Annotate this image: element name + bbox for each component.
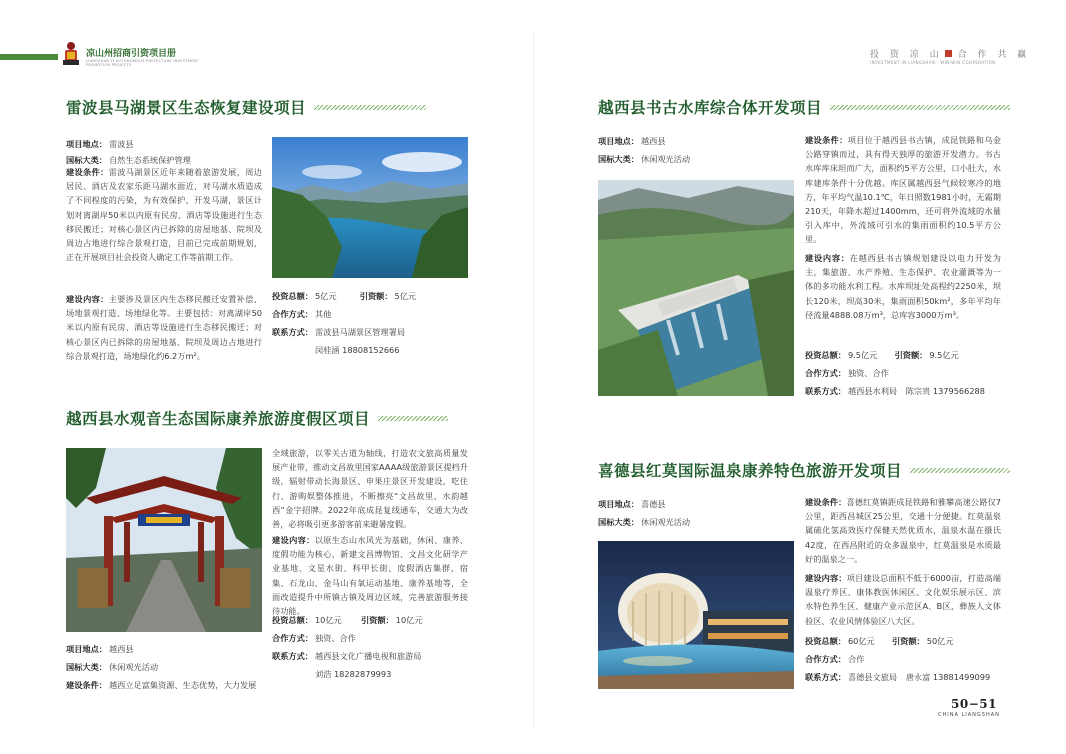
page-numbers: 50−51: [951, 697, 997, 711]
project-location: 项目地点： 雷波县: [66, 139, 134, 149]
project-conditions-start: 建设条件： 越西立足富集资源、生态优势，大力发展: [66, 680, 257, 690]
project-conditions-cont: 全域旅游，以零关古道为轴线，打造农文旅高质量发展产业带，推动文昌故里国家AAAA级旅游景区提档升级，辐射带动长海景区、申果庄景区开发建设，吃住行、游购娱整体推进，不断擦亮“文昌故里、水韵越西”金字招牌。2022年底成昆复线通车，交通大为改善，必将吸引更多游客前来避暑度假。: [272, 448, 468, 530]
red-square-icon: [945, 50, 952, 57]
yi-figure-logo-icon: [60, 40, 82, 66]
project-title: 越西县水观音生态国际康养旅游度假区项目: [66, 407, 448, 429]
brand-title: 凉山州招商引资项目册: [86, 49, 177, 59]
project-title: 越西县书古水库综合体开发项目: [598, 96, 1010, 118]
slogan-subtitle: INVESTMENT IN LIANGSHAN · WIN-WIN COOPERATION: [870, 60, 996, 65]
project-title: 喜德县红莫国际温泉康养特色旅游开发项目: [598, 459, 1010, 481]
project-mode: 合作方式： 其他: [272, 309, 332, 319]
slogan: [870, 47, 1030, 60]
project-mode: 合作方式： 独资、合作: [272, 633, 356, 643]
project-content: 建设内容：在越西县书古镇规划建设以电力开发为主，集旅游、水产养殖、生态保护、农业灌溉等为一体的多功能水利工程。水库坝址处高程约2250米，坝长120米，坝高30米，集雨面积50km²，多年平均年径流量4888.08万m³，总库容3000万m³。: [805, 253, 1001, 320]
project-investment: 投资总额： 5亿元 引资额： 5亿元: [272, 291, 417, 301]
project-contact: 联系方式： 雷波县马湖景区管理署局: [272, 327, 406, 337]
project-conditions: 建设条件：雷波马湖景区近年来随着旅游发展，周边居民、酒店及农家乐距马湖水面近，对马湖水质造成了不同程度的污染，为有效保护、开发马湖，景区计划对离湖岸50米以内原有民房、酒店等设施进行生态移民搬迁；对核心景区内已拆除的房屋地基、院坝及周边占地进行综合景观打造，目前已完成前期规划，正在开展项目社会投资人确定工作等前期工作。: [66, 167, 262, 263]
title-hatch-decoration: [910, 468, 1010, 473]
project-content: 建设内容：主要涉及景区内生态移民搬迁安置补偿、场地景观打造、场地绿化等。主要包括：对离湖岸50米以内原有民房、酒店等设施进行生态移民搬迁；对核心景区内已拆除的房屋地基、院坝及周边占地进行综合景观打造，场地绿化约6.2万m²。: [66, 294, 262, 361]
project-category: 国标大类： 休闲观光活动: [598, 517, 691, 527]
slogan-left: 投 资 凉 山: [870, 50, 943, 60]
project-investment: 投资总额： 60亿元 引资额： 50亿元: [805, 636, 954, 646]
title-hatch-decoration: [314, 105, 426, 110]
title-hatch-decoration: [830, 105, 1010, 110]
reservoir-dam-photo: [598, 180, 794, 396]
project-content: 建设内容：项目建设总面积不低于6000亩，打造高端温泉疗养区、康体教医休闲区、文化娱乐展示区、滨水特色养生区、健康产业示范区A、B区，彝族人文体验区、农业风情体验区八大区。: [805, 573, 1001, 626]
project-contact: 联系方式： 越西县水利局 陈宗贵 1379566288: [805, 386, 985, 396]
project-location: 项目地点： 越西县: [598, 136, 666, 146]
project-location: 项目地点： 喜德县: [598, 499, 666, 509]
project-contact: 联系方式： 越西县文化广播电视和旅游局: [272, 651, 422, 661]
memorial-gate-photo: [66, 448, 262, 632]
hot-spring-resort-photo: [598, 541, 794, 689]
slogan-right: 合 作 共 赢: [957, 50, 1031, 60]
project-mode: 合作方式： 独资、合作: [805, 368, 889, 378]
lake-landscape-photo: [272, 137, 468, 278]
project-conditions: 建设条件：项目位于越西县书古镇，成昆铁路和乌金公路穿镇而过，具有得天独厚的旅游开发潜力。书古水库库床坦而广大，面积约5平方公里，口小肚大，水库建库条件十分优越。库区属越西县气候较寒冷的地方，年平均气温10.1℃，年日照数1981小时，无霜期210天，年降水超过1400mm，还可将外流域的水量引入库中，外流域可引水的集雨面积约10.5平方公里。: [805, 135, 1001, 245]
project-investment: 投资总额： 9.5亿元 引资额： 9.5亿元: [805, 350, 959, 360]
project-conditions: 建设条件：喜德红莫镇距成昆铁路和雅攀高速公路仅7公里，距西昌城区25公里，交通十分便捷。红莫温泉属硫化氢高效医疗保健天然优质水，温泉水温在摄氏42度，在西昌附近的众多温泉中，红莫温泉是水质最好的温泉之一。: [805, 497, 1001, 564]
project-investment: 投资总额： 10亿元 引资额： 10亿元: [272, 615, 423, 625]
brand-subtitle: LIANGSHAN YI AUTONOMOUS PREFECTURE INVESTMENT PROMOTION PROJECTS: [86, 59, 199, 67]
project-contact-person: 闵桂涵 18808152666: [315, 345, 400, 355]
project-category: 国标大类： 休闲观光活动: [598, 154, 691, 164]
project-location: 项目地点： 越西县: [66, 644, 134, 654]
project-contact-person: 刘浩 18282879993: [315, 669, 392, 679]
footer-subtitle: CHINA LIANGSHAN: [938, 712, 1000, 718]
page-gutter: [533, 30, 534, 730]
header-accent-bar: [0, 54, 58, 60]
project-category: 国标大类： 休闲观光活动: [66, 662, 159, 672]
project-mode: 合作方式： 合作: [805, 654, 865, 664]
project-title: 雷波县马湖景区生态恢复建设项目: [66, 96, 426, 118]
project-contact: 联系方式： 喜德县文旅局 唐永富 13881499099: [805, 672, 991, 682]
title-hatch-decoration: [378, 416, 448, 421]
project-content: 建设内容：以原生态山水风光为基础，休闲、康养、度假功能为核心，新建文昌博物馆、文昌文化研学产业基地、文星水街、科甲长街、度假酒店集群，宿集、石龙山、金马山有氧运动基地、康养基地等，全面改造提升中所镇古镇及周边区域，完善旅游服务接待功能。: [272, 535, 468, 617]
project-category: 国标大类： 自然生态系统保护管理: [66, 155, 191, 165]
